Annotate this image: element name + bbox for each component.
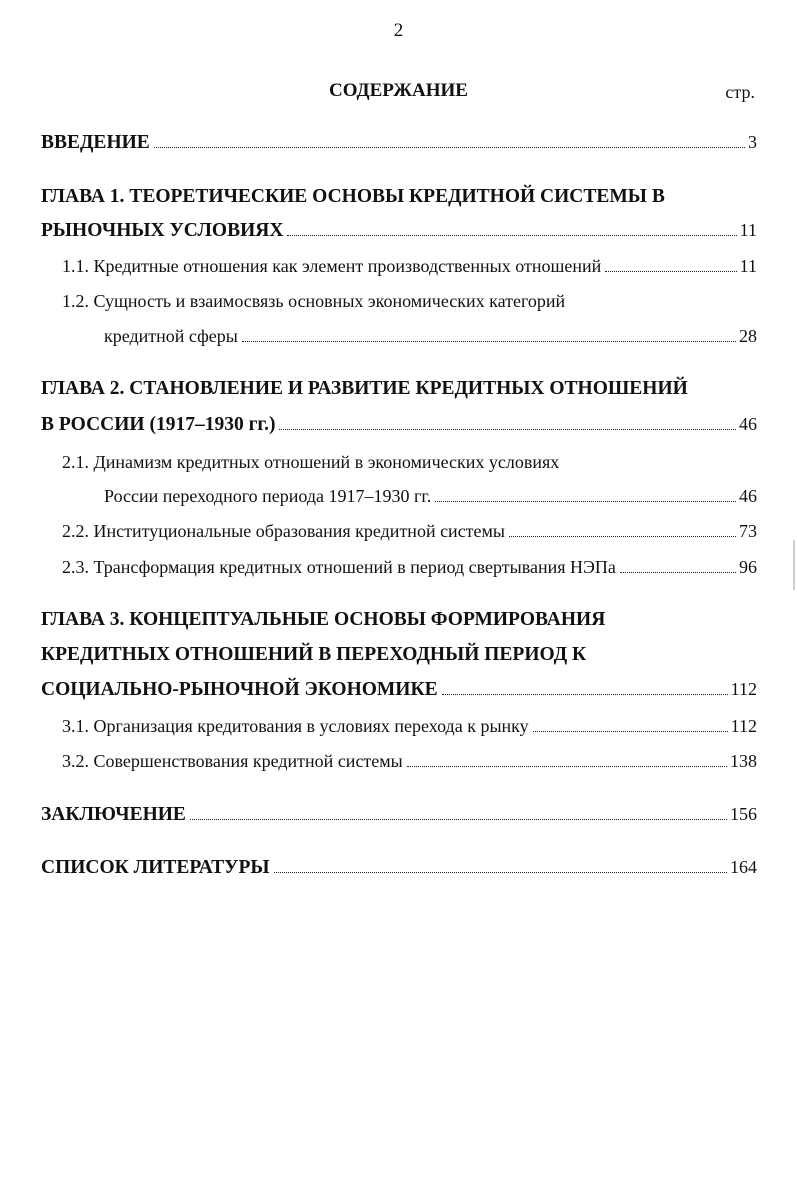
toc-section-2-3[interactable] — [62, 557, 757, 585]
toc-chapter-2-heading-line2[interactable] — [41, 414, 757, 442]
leader-dots — [287, 235, 736, 236]
toc-section-label: 2.3. Трансформация кредитных отношений в период свертывания НЭПа — [62, 557, 616, 577]
toc-chapter-label: КРЕДИТНЫХ ОТНОШЕНИЙ В ПЕРЕХОДНЫЙ ПЕРИОД К — [41, 644, 587, 665]
toc-entry-page: 28 — [739, 326, 757, 346]
toc-chapter-1-heading-line1[interactable] — [41, 186, 757, 214]
toc-section-1-2-line2[interactable] — [104, 326, 757, 354]
toc-chapter-2-heading-line1[interactable] — [41, 378, 757, 406]
toc-chapter-3-heading-line3[interactable] — [41, 679, 757, 707]
leader-dots — [620, 572, 736, 573]
toc-section-2-1-line2[interactable] — [104, 486, 757, 514]
toc-entry-conclusion[interactable] — [41, 804, 757, 832]
leader-dots — [279, 429, 736, 430]
leader-dots — [154, 147, 745, 148]
leader-dots — [242, 341, 736, 342]
toc-entry-label: ЗАКЛЮЧЕНИЕ — [41, 804, 186, 825]
leader-dots — [442, 694, 728, 695]
toc-section-label: 2.2. Институциональные образования кредитной системы — [62, 521, 506, 541]
toc-entry-page: 73 — [739, 521, 757, 541]
leader-dots — [407, 766, 727, 767]
toc-section-1-2-line1[interactable] — [62, 291, 757, 319]
toc-entry-introduction[interactable] — [41, 132, 757, 160]
toc-chapter-3-heading-line2[interactable] — [41, 644, 757, 672]
toc-section-label: 1.1. Кредитные отношения как элемент производственных отношений — [62, 256, 602, 276]
toc-section-2-2[interactable] — [62, 521, 757, 549]
toc-section-3-1[interactable] — [62, 716, 757, 744]
toc-entry-page: 138 — [730, 751, 757, 771]
leader-dots — [509, 536, 736, 537]
toc-chapter-label: СОЦИАЛЬНО-РЫНОЧНОЙ ЭКОНОМИКЕ — [41, 679, 438, 700]
toc-title: СОДЕРЖАНИЕ — [329, 80, 468, 101]
toc-entry-label: СПИСОК ЛИТЕРАТУРЫ — [41, 857, 270, 878]
scan-edge-mark — [793, 540, 795, 590]
toc-chapter-1-heading-line2[interactable] — [41, 220, 757, 248]
toc-section-label: России переходного периода 1917–1930 гг. — [104, 486, 432, 506]
toc-section-3-2[interactable] — [62, 751, 757, 779]
leader-dots — [533, 731, 728, 732]
toc-entry-page: 156 — [730, 804, 757, 824]
toc-chapter-label: ГЛАВА 2. СТАНОВЛЕНИЕ И РАЗВИТИЕ КРЕДИТНЫХ ОТНОШЕНИЙ — [41, 378, 688, 399]
toc-chapter-label: ГЛАВА 3. КОНЦЕПТУАЛЬНЫЕ ОСНОВЫ ФОРМИРОВАНИЯ — [41, 609, 606, 630]
toc-chapter-label: ГЛАВА 1. ТЕОРЕТИЧЕСКИЕ ОСНОВЫ КРЕДИТНОЙ СИСТЕМЫ В — [41, 186, 665, 207]
leader-dots — [190, 819, 727, 820]
leader-dots — [605, 271, 736, 272]
toc-entry-page: 112 — [730, 679, 757, 699]
toc-section-label: 2.1. Динамизм кредитных отношений в экономических условиях — [62, 452, 560, 472]
toc-entry-page: 164 — [730, 857, 757, 877]
toc-entry-page: 3 — [748, 132, 757, 152]
leader-dots — [435, 501, 736, 502]
page-column-label: стр. — [725, 82, 755, 102]
toc-entry-page: 46 — [739, 486, 757, 506]
toc-chapter-3-heading-line1[interactable] — [41, 609, 757, 637]
page-number: 2 — [393, 20, 404, 41]
toc-section-1-1[interactable] — [62, 256, 757, 284]
toc-section-2-1-line1[interactable] — [62, 452, 757, 480]
toc-entry-page: 46 — [739, 414, 757, 434]
toc-entry-page: 96 — [739, 557, 757, 577]
toc-entry-label: ВВЕДЕНИЕ — [41, 132, 150, 153]
toc-entry-bibliography[interactable] — [41, 857, 757, 885]
toc-section-label: кредитной сферы — [104, 326, 238, 346]
toc-entry-page: 112 — [730, 716, 757, 736]
toc-entry-page: 11 — [739, 220, 757, 240]
toc-section-label: 3.1. Организация кредитования в условиях перехода к рынку — [62, 716, 529, 736]
leader-dots — [274, 872, 727, 873]
toc-chapter-label: РЫНОЧНЫХ УСЛОВИЯХ — [41, 220, 284, 241]
toc-entry-page: 11 — [739, 256, 757, 276]
toc-section-label: 3.2. Совершенствования кредитной системы — [62, 751, 403, 771]
toc-chapter-label: В РОССИИ (1917–1930 гг.) — [41, 414, 276, 435]
toc-section-label: 1.2. Сущность и взаимосвязь основных экономических категорий — [62, 291, 566, 311]
